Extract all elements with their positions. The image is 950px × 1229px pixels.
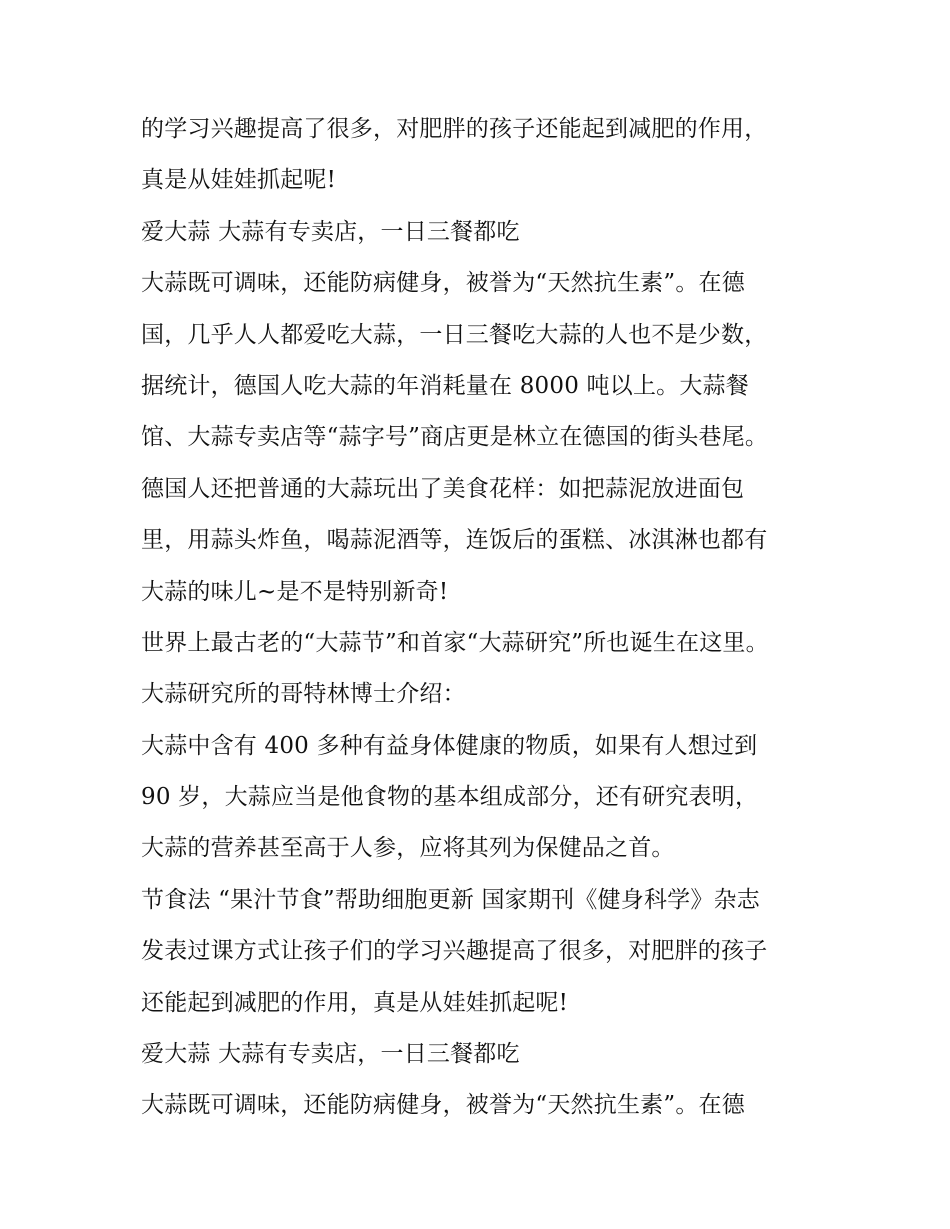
text-line: 90 岁，大蒜应当是他食物的基本组成部分，还有研究表明，	[141, 784, 759, 811]
text-line: 真是从娃娃抓起呢!	[141, 167, 337, 194]
text-line: 节食法 “果汁节食”帮助细胞更新 国家期刊《健身科学》杂志	[141, 886, 760, 913]
text-line: 国，几乎人人都爱吃大蒜，一日三餐吃大蒜的人也不是少数，	[141, 321, 768, 348]
text-line: 爱大蒜 大蒜有专卖店，一日三餐都吃	[141, 218, 520, 245]
text-line: 世界上最古老的“大蒜节”和首家“大蒜研究”所也诞生在这里。	[141, 629, 769, 656]
text-line: 大蒜研究所的哥特林博士介绍：	[141, 681, 466, 708]
text-line: 发表过课方式让孩子们的学习兴趣提高了很多，对肥胖的孩子	[141, 938, 768, 965]
text-line: 德国人还把普通的大蒜玩出了美食花样：如把蒜泥放进面包	[141, 475, 745, 502]
text-line: 据统计，德国人吃大蒜的年消耗量在 8000 吨以上。大蒜餐	[141, 372, 749, 399]
text-line: 大蒜中含有 400 多种有益身体健康的物质，如果有人想过到	[141, 732, 758, 759]
document-body	[141, 104, 831, 1132]
text-line: 的学习兴趣提高了很多，对肥胖的孩子还能起到减肥的作用，	[141, 116, 768, 142]
text-line: 大蒜既可调味，还能防病健身，被誉为“天然抗生素”。在德	[141, 1092, 745, 1119]
text-line: 大蒜的味儿~是不是特别新奇!	[141, 578, 449, 605]
text-line: 大蒜的营养甚至高于人参，应将其列为保健品之首。	[141, 835, 675, 862]
text-line: 馆、大蒜专卖店等“蒜字号”商店更是林立在德国的街头巷尾。	[141, 424, 769, 451]
text-line: 爱大蒜 大蒜有专卖店，一日三餐都吃	[141, 1041, 520, 1068]
text-line: 里，用蒜头炸鱼，喝蒜泥酒等，连饭后的蛋糕、冰淇淋也都有	[141, 527, 768, 554]
text-line: 还能起到减肥的作用，真是从娃娃抓起呢!	[141, 989, 569, 1016]
text-line: 大蒜既可调味，还能防病健身，被誉为“天然抗生素”。在德	[141, 270, 745, 297]
